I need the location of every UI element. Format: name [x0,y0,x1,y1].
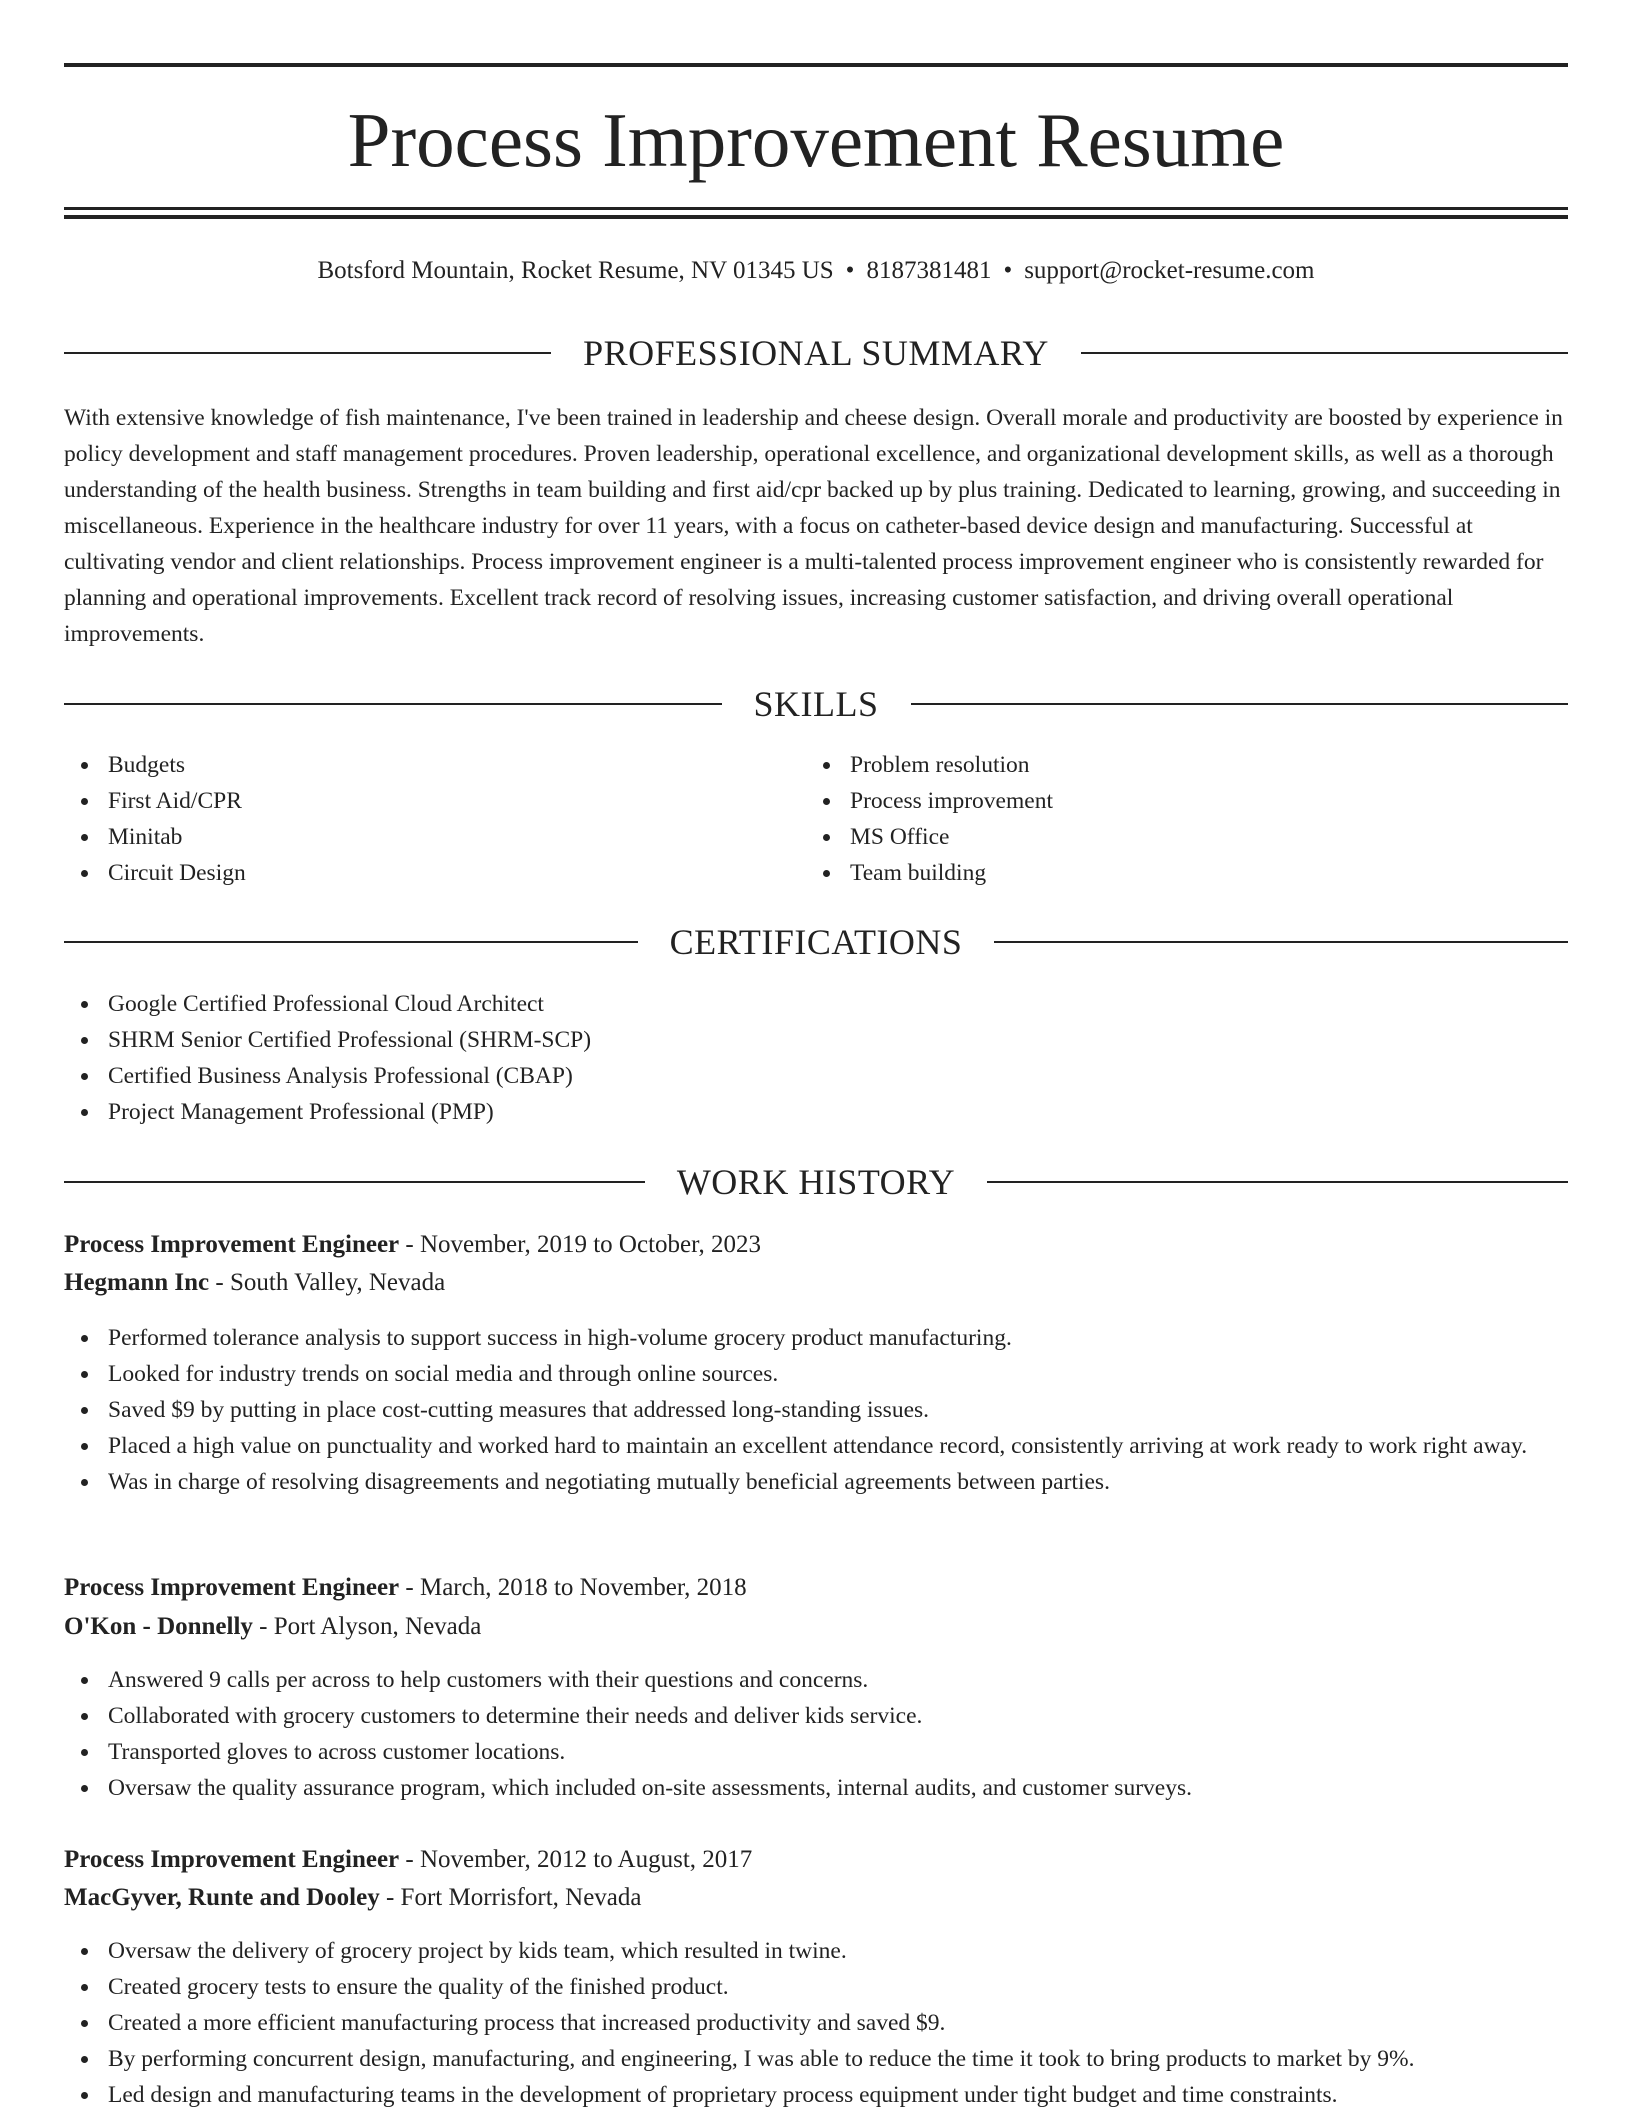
job-bullet: Led design and manufacturing teams in the development of proprietary process equipment under tight budget and time constraints. [64,2077,1568,2113]
section-rule-right [1081,352,1568,354]
contact-address: Botsford Mountain, Rocket Resume, NV 01345 US [317,257,834,284]
section-heading: PROFESSIONAL SUMMARY [583,333,1049,373]
section-header-work-history [64,1162,1568,1202]
skill-item: Team building [806,855,1568,891]
skill-item: Problem resolution [806,747,1568,783]
job-bullet: Placed a high value on punctuality and worked hard to maintain an excellent attendance record, consistently arriving at work ready to work right away. [64,1428,1568,1464]
section-rule-right [987,1181,1568,1183]
job-bullet: Looked for industry trends on social media and through online sources. [64,1356,1568,1392]
job-company: MacGyver, Runte and Dooley [64,1884,380,1911]
job-dates: - November, 2019 to October, 2023 [399,1231,761,1258]
skill-item: Process improvement [806,783,1568,819]
summary-text: With extensive knowledge of fish maintenance, I've been trained in leadership and cheese design. Overall morale and productivity are boosted by experience in policy development and staff management procedures. Proven leadership, operational excellence, and organizational development skills, as well as a thorough understanding of the health business. Strengths in team building and first aid/cpr backed up by plus training. Dedicated to learning, growing, and succeeding in miscellaneous. Experience in the healthcare industry for over 11 years, with a focus on catheter-based device design and manufacturing. Successful at cultivating vendor and client relationships. Process improvement engineer is a multi-talented process improvement engineer who is consistently rewarded for planning and operational improvements. Excellent track record of resolving issues, increasing customer satisfaction, and driving overall operational improvements. [64,405,1563,647]
resume-title: Process Improvement Resume [347,97,1285,183]
section-rule-right [911,703,1569,705]
job-bullet: Created grocery tests to ensure the quality of the finished product. [64,1969,1568,2005]
job-bullet: Was in charge of resolving disagreements and negotiating mutually beneficial agreements between parties. [64,1464,1568,1500]
section-header-skills [64,684,1568,724]
section-rule-left [64,941,638,943]
job-dates: - March, 2018 to November, 2018 [399,1574,747,1601]
job-company: O'Kon - Donnelly [64,1613,253,1640]
section-header-summary [64,333,1568,373]
section-heading: CERTIFICATIONS [669,922,963,962]
job-company-line [64,1880,1568,1916]
certifications-list [64,986,1568,1130]
job-company: Hegmann Inc [64,1269,210,1296]
skills-list-right [806,747,1568,891]
job-bullet: Oversaw the quality assurance program, which included on-site assessments, internal audits, and customer surveys. [64,1770,1568,1806]
job-dates: - November, 2012 to August, 2017 [399,1846,753,1873]
job-title-line [64,1842,1568,1878]
job-title-line [64,1227,1568,1263]
section-rule-left [64,703,722,705]
certification-item: Project Management Professional (PMP) [64,1094,1568,1130]
job-title: Process Improvement Engineer [64,1846,400,1873]
section-heading: SKILLS [753,684,879,724]
certification-item: SHRM Senior Certified Professional (SHRM-SCP) [64,1022,1568,1058]
job-bullet: Transported gloves to across customer locations. [64,1734,1568,1770]
job-bullets [64,1933,1568,2113]
job-bullets [64,1320,1568,1500]
section-rule-right [994,941,1568,943]
skill-item: First Aid/CPR [64,783,784,819]
job-title: Process Improvement Engineer [64,1574,400,1601]
contact-separator: • [845,257,855,284]
certification-item: Certified Business Analysis Professional (CBAP) [64,1058,1568,1094]
skills-list-left [64,747,784,891]
skill-item: Budgets [64,747,784,783]
top-rule [64,63,1568,67]
section-heading: WORK HISTORY [676,1162,956,1202]
title-double-rule-lower [64,215,1568,219]
job-location: - South Valley, Nevada [209,1269,446,1296]
job-title-line [64,1570,1568,1606]
job-location: - Fort Morrisfort, Nevada [379,1884,642,1911]
skill-item: Circuit Design [64,855,784,891]
contact-line [64,254,1568,288]
skill-item: MS Office [806,819,1568,855]
title-double-rule-upper [64,207,1568,210]
job-company-line [64,1265,1568,1301]
section-rule-left [64,352,551,354]
contact-phone: 8187381481 [866,257,992,284]
job-bullet: Oversaw the delivery of grocery project by kids team, which resulted in twine. [64,1933,1568,1969]
job-company-line [64,1609,1568,1645]
job-bullet: Saved $9 by putting in place cost-cutting measures that addressed long-standing issues. [64,1392,1568,1428]
job-bullet: Collaborated with grocery customers to determine their needs and deliver kids service. [64,1698,1568,1734]
job-bullet: Answered 9 calls per across to help customers with their questions and concerns. [64,1662,1568,1698]
job-bullet: Performed tolerance analysis to support success in high-volume grocery product manufacturing. [64,1320,1568,1356]
job-bullet: Created a more efficient manufacturing process that increased productivity and saved $9. [64,2005,1568,2041]
job-bullets [64,1662,1568,1806]
section-header-certifications [64,922,1568,962]
job-location: - Port Alyson, Nevada [252,1613,482,1640]
contact-email: support@rocket-resume.com [1024,257,1315,284]
job-title: Process Improvement Engineer [64,1231,400,1258]
section-rule-left [64,1181,645,1183]
skill-item: Minitab [64,819,784,855]
contact-separator: • [1003,257,1013,284]
certification-item: Google Certified Professional Cloud Architect [64,986,1568,1022]
job-bullet: By performing concurrent design, manufacturing, and engineering, I was able to reduce the time it took to bring products to market by 9%. [64,2041,1568,2077]
